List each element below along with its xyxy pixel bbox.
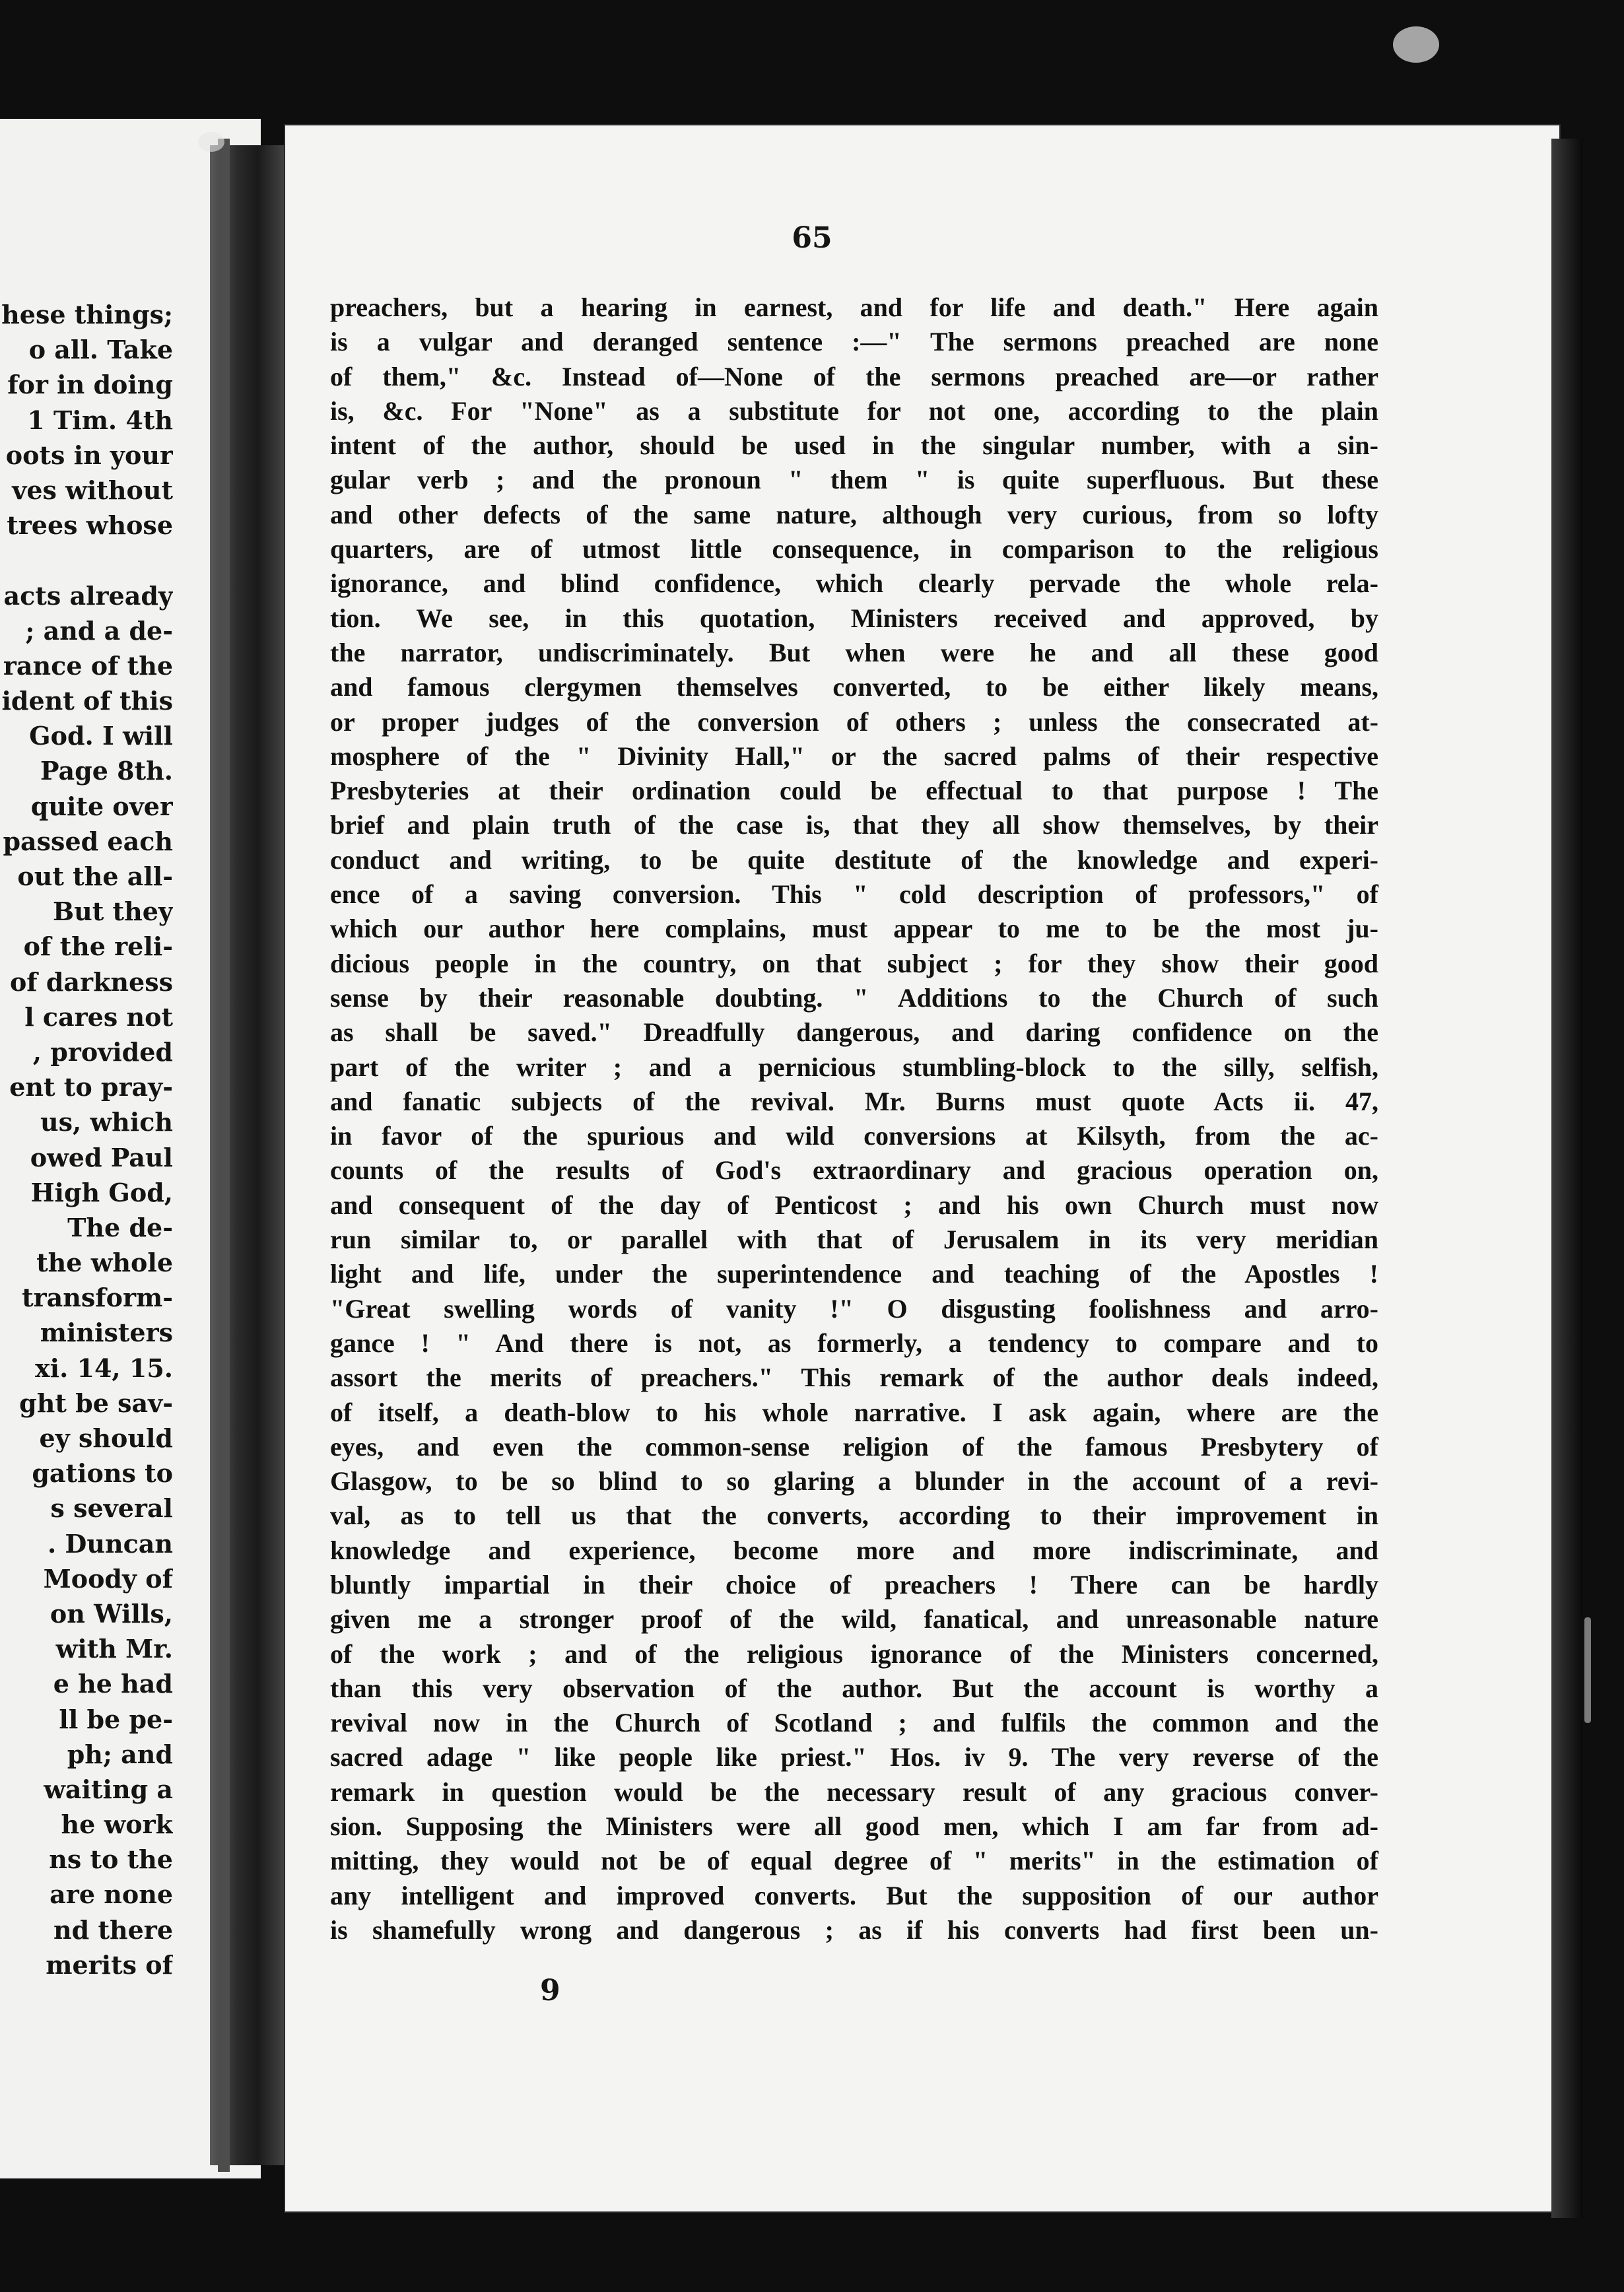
gutter-fold <box>218 139 230 2172</box>
previous-page-line: rance of the <box>3 650 173 681</box>
previous-page-line: ; and a de- <box>25 615 173 646</box>
body-line: mosphere of the " Divinity Hall," or the sacred palms of their respective <box>330 741 1378 771</box>
body-line: counts of the results of God's extraordinary and gracious operation on, <box>330 1155 1378 1186</box>
previous-page-line: of darkness <box>9 966 173 997</box>
previous-page-line: passed each <box>3 826 173 856</box>
body-line: than this very observation of the author. But the account is worthy a <box>330 1673 1378 1703</box>
previous-page-line: transform- <box>22 1283 173 1313</box>
body-line: of itself, a death-blow to his whole narrative. I ask again, where are the <box>330 1397 1378 1427</box>
scan-speck <box>198 132 224 152</box>
body-line: conduct and writing, to be quite destitute of the knowledge and experi- <box>330 844 1378 875</box>
body-line: is shamefully wrong and dangerous ; as if his converts had first been un- <box>330 1914 1378 1945</box>
previous-page-line: merits of <box>46 1949 173 1980</box>
previous-page-line: he work <box>61 1809 173 1840</box>
body-line: dicious people in the country, on that subject ; for they show their good <box>330 948 1378 978</box>
body-line: revival now in the Church of Scotland ; and fulfils the common and the <box>330 1708 1378 1738</box>
page-number: 65 <box>792 221 832 255</box>
previous-page-line: Moody of <box>43 1563 173 1594</box>
body-line: mitting, they would not be of equal degree of " merits" in the estimation of <box>330 1846 1378 1876</box>
body-line: and other defects of the same nature, although very curious, from so lofty <box>330 499 1378 529</box>
previous-page-line: out the all- <box>17 861 173 891</box>
previous-page-line <box>0 543 173 578</box>
previous-page-line: gations to <box>32 1458 173 1489</box>
previous-page-line: ves without <box>12 475 173 505</box>
body-line: light and life, under the superintendence and teaching of the Apostles ! <box>330 1259 1378 1289</box>
previous-page-line: us, which <box>40 1107 173 1137</box>
scan-speck <box>1584 1617 1591 1723</box>
page-body-text <box>330 290 1378 1947</box>
previous-page-line: waiting a <box>44 1774 173 1804</box>
body-line: remark in question would be the necessary result of any gracious conver- <box>330 1776 1378 1807</box>
previous-page-line: of the reli- <box>23 931 173 962</box>
body-line: gance ! " And there is not, as formerly, a tendency to compare and to <box>330 1328 1378 1358</box>
body-line: of them," &c. Instead of—None of the sermons preached are—or rather <box>330 361 1378 391</box>
body-line: gular verb ; and the pronoun " them " is quite superfluous. But these <box>330 465 1378 495</box>
body-line: knowledge and experience, become more and more indiscriminate, and <box>330 1535 1378 1565</box>
previous-page-line: ll be pe- <box>59 1704 173 1734</box>
previous-page-line: The de- <box>67 1212 173 1242</box>
body-line: part of the writer ; and a pernicious stumbling-block to the silly, selfish, <box>330 1052 1378 1082</box>
body-line: in favor of the spurious and wild conversions at Kilsyth, from the ac- <box>330 1121 1378 1151</box>
body-line: ignorance, and blind confidence, which clearly pervade the whole rela- <box>330 568 1378 599</box>
previous-page-line: acts already <box>3 580 173 611</box>
previous-page-line: nd there <box>53 1914 173 1945</box>
body-line: given me a stronger proof of the wild, fanatical, and unreasonable nature <box>330 1604 1378 1635</box>
body-line: quarters, are of utmost little consequence, in comparison to the religious <box>330 534 1378 564</box>
previous-page-line: on Wills, <box>50 1598 173 1629</box>
previous-page-line: quite over <box>30 791 173 821</box>
previous-page-line: oots in your <box>5 440 173 470</box>
previous-page-line: xi. 14, 15. <box>35 1353 173 1383</box>
body-line: is, &c. For "None" as a substitute for not one, according to the plain <box>330 395 1378 426</box>
previous-page-line: . Duncan <box>47 1528 173 1559</box>
previous-page-line: God. I will <box>29 721 173 751</box>
previous-page-line: owed Paul <box>30 1142 173 1172</box>
body-line: brief and plain truth of the case is, that they all show themselves, by their <box>330 810 1378 840</box>
previous-page-line: e he had <box>53 1669 173 1699</box>
previous-page-line: are none <box>50 1879 173 1910</box>
previous-page-line: s several <box>50 1493 173 1524</box>
printer-signature-mark: 9 <box>540 1974 560 2007</box>
previous-page-line: with Mr. <box>55 1634 173 1664</box>
body-line: which our author here complains, must appear to me to be the most ju- <box>330 914 1378 944</box>
previous-page-line: Page 8th. <box>40 756 173 786</box>
body-line: and consequent of the day of Penticost ; and his own Church must now <box>330 1190 1378 1220</box>
body-line: the narrator, undiscriminately. But when were he and all these good <box>330 637 1378 667</box>
body-line: Presbyteries at their ordination could be effectual to that purpose ! The <box>330 776 1378 806</box>
body-line: "Great swelling words of vanity !" O disgusting foolishness and arro- <box>330 1293 1378 1324</box>
previous-page-text <box>0 297 173 1982</box>
previous-page-line: trees whose <box>7 510 173 541</box>
body-line: and famous clergymen themselves converted, to be either likely means, <box>330 672 1378 702</box>
scan-speck <box>1393 26 1439 63</box>
previous-page-line: l cares not <box>24 1001 173 1032</box>
body-line: ence of a saving conversion. This " cold description of professors," of <box>330 879 1378 910</box>
body-line: preachers, but a hearing in earnest, and for life and death." Here again <box>330 292 1378 322</box>
body-line: eyes, and even the common-sense religion of the famous Presbytery of <box>330 1431 1378 1462</box>
previous-page-line: High God, <box>30 1177 173 1207</box>
body-line: and fanatic subjects of the revival. Mr. Burns must quote Acts ii. 47, <box>330 1086 1378 1116</box>
body-line: as shall be saved." Dreadfully dangerous, and daring confidence on the <box>330 1017 1378 1048</box>
previous-page-line: the whole <box>36 1248 173 1278</box>
body-line: is a vulgar and deranged sentence :—" The sermons preached are none <box>330 327 1378 357</box>
body-line: sion. Supposing the Ministers were all good men, which I am far from ad- <box>330 1811 1378 1842</box>
previous-page-line: ey should <box>39 1423 173 1453</box>
previous-page-line: ns to the <box>49 1844 173 1875</box>
previous-page-line: , provided <box>32 1036 173 1067</box>
previous-page-line: ght be sav- <box>19 1388 173 1418</box>
body-line: intent of the author, should be used in the singular number, with a sin- <box>330 430 1378 461</box>
previous-page-line: 1 Tim. 4th <box>27 405 173 435</box>
previous-page-line: But they <box>53 896 173 927</box>
previous-page-line: ent to pray- <box>9 1072 173 1102</box>
body-line: Glasgow, to be so blind to so glaring a blunder in the account of a revi- <box>330 1466 1378 1497</box>
body-line: any intelligent and improved converts. But the supposition of our author <box>330 1880 1378 1910</box>
body-line: tion. We see, in this quotation, Ministers received and approved, by <box>330 603 1378 633</box>
previous-page-line: ident of this <box>1 686 173 716</box>
previous-page-line: hese things; <box>1 300 173 329</box>
previous-page-line: o all. Take <box>28 335 173 365</box>
body-line: run similar to, or parallel with that of Jerusalem in its very meridian <box>330 1225 1378 1255</box>
body-line: or proper judges of the conversion of others ; unless the consecrated at- <box>330 706 1378 737</box>
page-edge-shadow <box>1551 139 1583 2218</box>
body-line: sense by their reasonable doubting. " Additions to the Church of such <box>330 982 1378 1013</box>
body-line: bluntly impartial in their choice of preachers ! There can be hardly <box>330 1569 1378 1600</box>
previous-page-line: ministers <box>40 1318 173 1348</box>
body-line: of the work ; and of the religious ignorance of the Ministers concerned, <box>330 1638 1378 1669</box>
previous-page-line: ph; and <box>67 1739 173 1769</box>
body-line: val, as to tell us that the converts, according to their improvement in <box>330 1500 1378 1531</box>
body-line: assort the merits of preachers." This remark of the author deals indeed, <box>330 1363 1378 1393</box>
previous-page-line: for in doing <box>7 370 173 400</box>
body-line: sacred adage " like people like priest." Hos. iv 9. The very reverse of the <box>330 1742 1378 1772</box>
